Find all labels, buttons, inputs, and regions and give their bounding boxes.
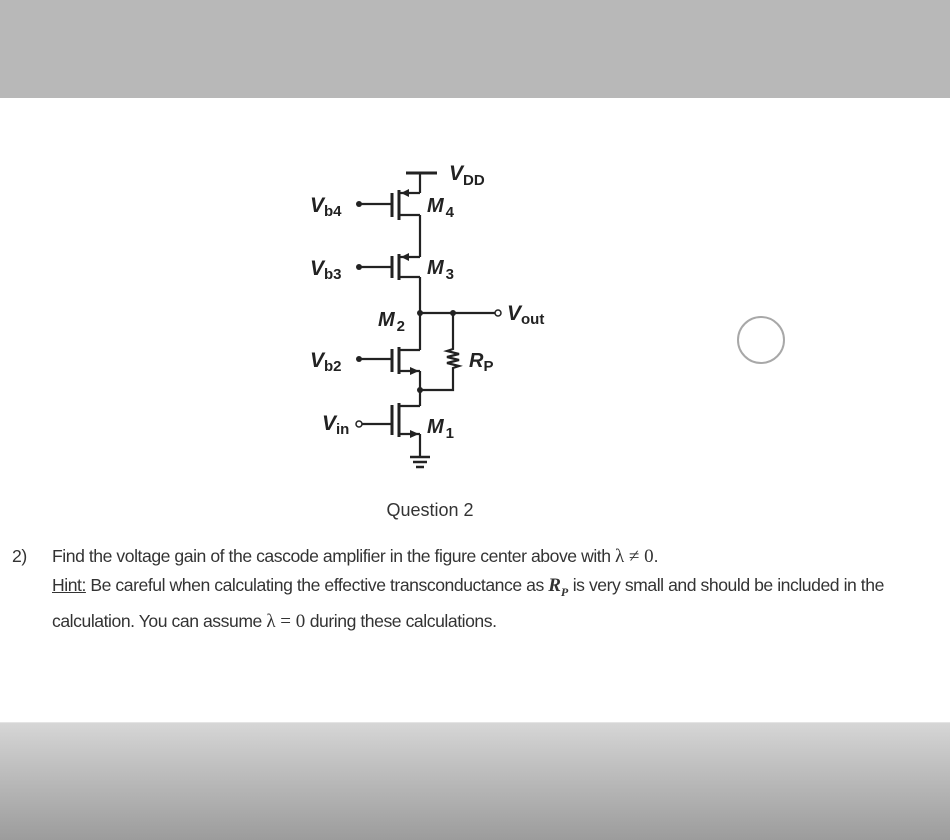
vb3-label: Vb3 [310,257,342,283]
transistor-m3 [356,253,420,280]
bottom-gray-band [0,722,950,840]
m4-label: M $_4$ [427,195,455,221]
figure-caption: Question 2 [386,500,474,520]
m1-label: M $_1$ [427,416,455,442]
question-text [12,542,942,636]
vb4-label: Vb4 [310,194,342,220]
hint-text-3: during these calculations. [305,610,497,631]
m2-label: M $_2$ [378,309,406,335]
vdd-label: $V_{DD}$ [449,162,485,189]
vb2-label: Vb2 [310,349,342,375]
vout-label: Vout [507,302,545,328]
record-button[interactable] [737,316,785,364]
math-lambda-zero: λ = 0 [266,610,306,632]
hint-text: Be careful when calculating the effective transconductance as [85,575,549,595]
math-lambda-neq-zero: λ ≠ 0 [615,546,654,567]
ground-symbol [410,434,430,467]
period: . [653,546,659,566]
math-rp: $R_P$ [548,575,569,599]
hint-text-2: is very small and should be included in the calculation. You can assume [52,575,884,631]
transistor-m1 [356,403,420,438]
transistor-m2 [356,347,420,375]
vout-terminal [495,310,501,316]
question-line: Find the voltage gain of the cascode amplifier in the figure center above with [52,546,615,566]
vin-label: Vin [322,412,350,438]
rp-label: $R_P$ [469,350,494,375]
m3-label: M $_3$ [427,257,455,283]
question-number: 2) [12,546,27,566]
resistor-rp [420,313,459,390]
transistor-m4 [356,189,420,220]
hint-label: Hint: [52,575,86,595]
